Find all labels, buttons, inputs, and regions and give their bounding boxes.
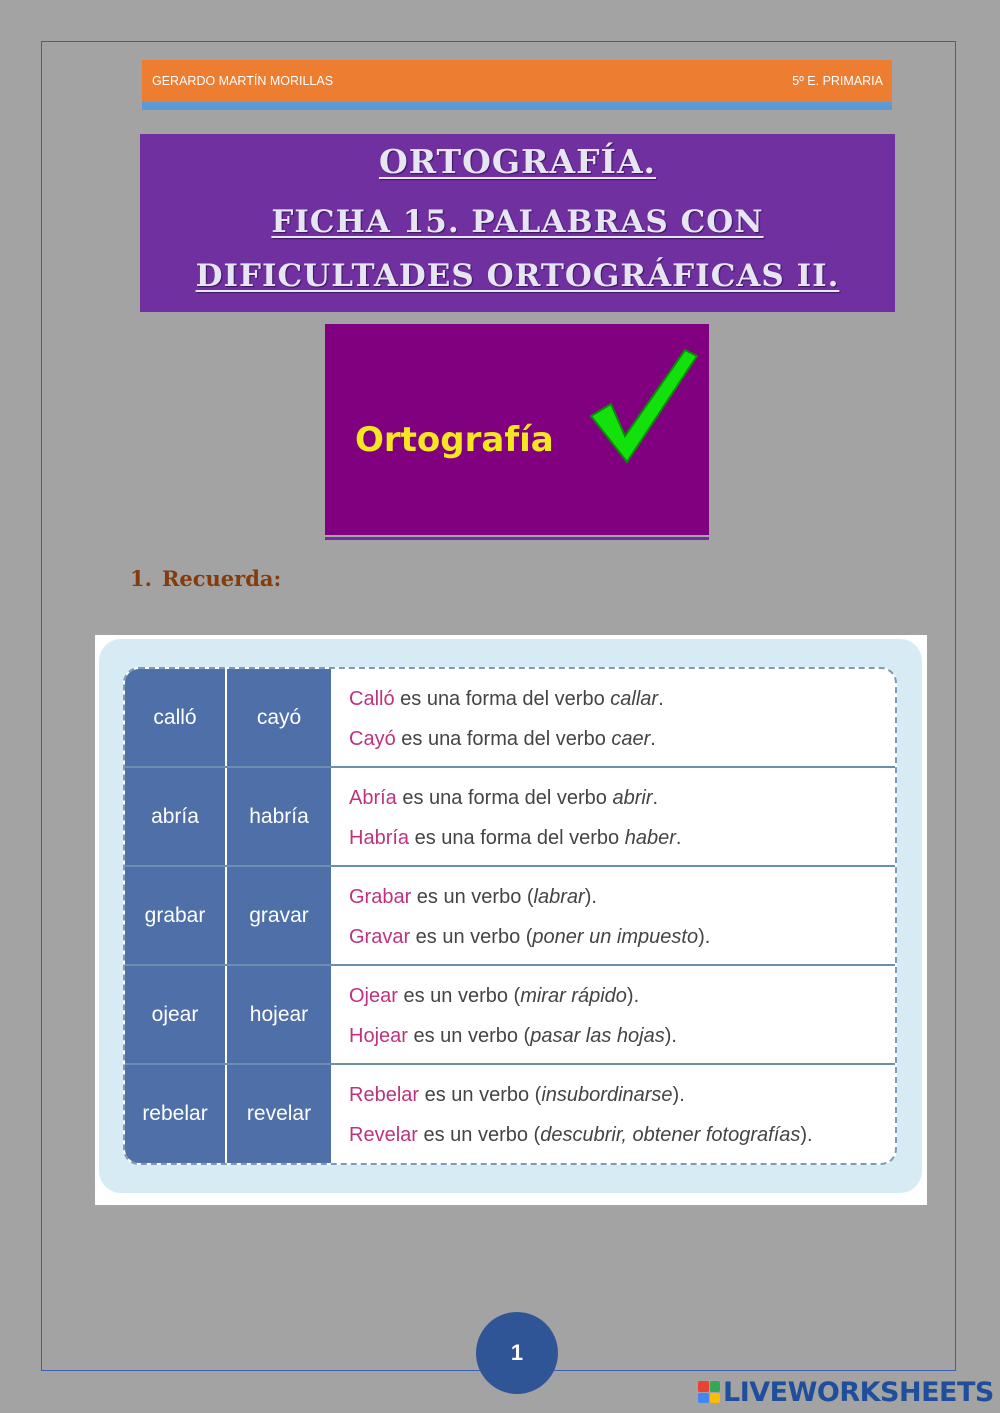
explanation-text: es una forma del verbo: [409, 827, 625, 849]
explanation-note: callar: [610, 688, 659, 710]
explanation-cell: [331, 768, 895, 865]
title-box: [140, 134, 895, 312]
explanation-note: insubordinarse: [541, 1084, 673, 1106]
word-cell-second: cayó: [227, 669, 331, 766]
explanation-end: .: [650, 728, 656, 750]
keyword: Abría: [349, 787, 397, 809]
explanation-text: es un verbo (: [407, 1025, 531, 1047]
explanation-note: descubrir, obtener fotografías: [540, 1124, 801, 1146]
explanation-end: ).: [800, 1124, 813, 1146]
word-cell-second: gravar: [227, 867, 331, 964]
keyword: Calló: [349, 688, 395, 710]
explanation-line: [349, 818, 895, 858]
explanation-cell: [331, 966, 895, 1063]
header-bar: [142, 60, 892, 102]
keyword: Gravar: [349, 926, 411, 948]
explanation-text: es una forma del verbo: [395, 728, 612, 750]
rule-row: [125, 867, 895, 966]
word-cell-first: abría: [125, 768, 227, 865]
explanation-text: es un verbo (: [397, 985, 521, 1007]
explanation-line: [349, 1075, 895, 1115]
header-author: GERARDO MARTÍN MORILLAS: [152, 74, 334, 88]
section-heading: [130, 566, 281, 591]
keyword: Hojear: [349, 1025, 408, 1047]
logo-text: Ortografía: [355, 420, 554, 460]
ortografia-logo: [325, 324, 709, 535]
liveworksheets-watermark[interactable]: [698, 1377, 994, 1407]
explanation-end: ).: [664, 1025, 677, 1047]
keyword: Rebelar: [349, 1084, 420, 1106]
word-cell-first: rebelar: [125, 1065, 227, 1163]
explanation-end: ).: [626, 985, 640, 1007]
explanation-note: pasar las hojas: [530, 1025, 665, 1047]
explanation-line: [349, 976, 895, 1016]
explanation-line: [349, 778, 895, 818]
rules-image: [95, 635, 927, 1205]
explanation-end: .: [652, 787, 659, 809]
explanation-line: [349, 1115, 895, 1155]
keyword: Grabar: [349, 886, 412, 908]
explanation-note: caer: [611, 728, 651, 750]
word-cell-second: revelar: [227, 1065, 331, 1163]
keyword: Revelar: [349, 1124, 418, 1146]
explanation-end: ).: [584, 886, 597, 908]
explanation-end: ).: [672, 1084, 685, 1106]
explanation-end: .: [675, 827, 682, 849]
word-cell-second: hojear: [227, 966, 331, 1063]
explanation-cell: [331, 1065, 895, 1163]
explanation-cell: [331, 867, 895, 964]
explanation-line: [349, 679, 895, 719]
word-cell-second: habría: [227, 768, 331, 865]
explanation-line: [349, 719, 895, 759]
explanation-text: es una forma del verbo: [396, 787, 613, 809]
explanation-text: es un verbo (: [417, 1124, 541, 1146]
section-number: 1.: [130, 566, 152, 591]
keyword: Ojear: [349, 985, 398, 1007]
word-cell-first: grabar: [125, 867, 227, 964]
page-number-badge: [476, 1312, 558, 1394]
rule-row: [125, 669, 895, 768]
logo-underline: [325, 537, 709, 540]
explanation-note: abrir: [612, 787, 653, 809]
header-level: 5º E. PRIMARIA: [792, 74, 883, 88]
liveworksheets-logo-icon: [698, 1381, 720, 1403]
section-label: Recuerda:: [161, 566, 282, 591]
rule-row: [125, 1065, 895, 1163]
explanation-note: haber: [624, 827, 676, 849]
explanation-line: [349, 917, 895, 957]
explanation-text: es un verbo (: [410, 926, 533, 948]
explanation-line: [349, 877, 895, 917]
explanation-line: [349, 1016, 895, 1056]
watermark-text: LIVEWORKSHEETS: [723, 1376, 994, 1408]
explanation-text: es una forma del verbo: [394, 688, 611, 710]
checkmark-icon: [587, 346, 702, 466]
explanation-text: es un verbo (: [419, 1084, 542, 1106]
keyword: Cayó: [349, 728, 396, 750]
header-underline: [142, 102, 892, 110]
page-number: 1: [510, 1340, 524, 1365]
keyword: Habría: [349, 827, 410, 849]
title-line-1: ORTOGRAFÍA.: [378, 142, 657, 181]
title-line-3: DIFICULTADES ORTOGRÁFICAS II.: [195, 258, 840, 294]
explanation-note: labrar: [533, 886, 585, 908]
explanation-text: es un verbo (: [411, 886, 534, 908]
rule-row: [125, 768, 895, 867]
word-cell-first: ojear: [125, 966, 227, 1063]
title-line-2: FICHA 15. PALABRAS CON: [271, 204, 764, 240]
explanation-cell: [331, 669, 895, 766]
explanation-note: mirar rápido: [520, 985, 627, 1007]
rules-table: [123, 667, 897, 1165]
explanation-end: ).: [698, 926, 711, 948]
explanation-note: poner un impuesto: [532, 926, 699, 948]
rule-row: [125, 966, 895, 1065]
explanation-end: .: [658, 688, 664, 710]
word-cell-first: calló: [125, 669, 227, 766]
